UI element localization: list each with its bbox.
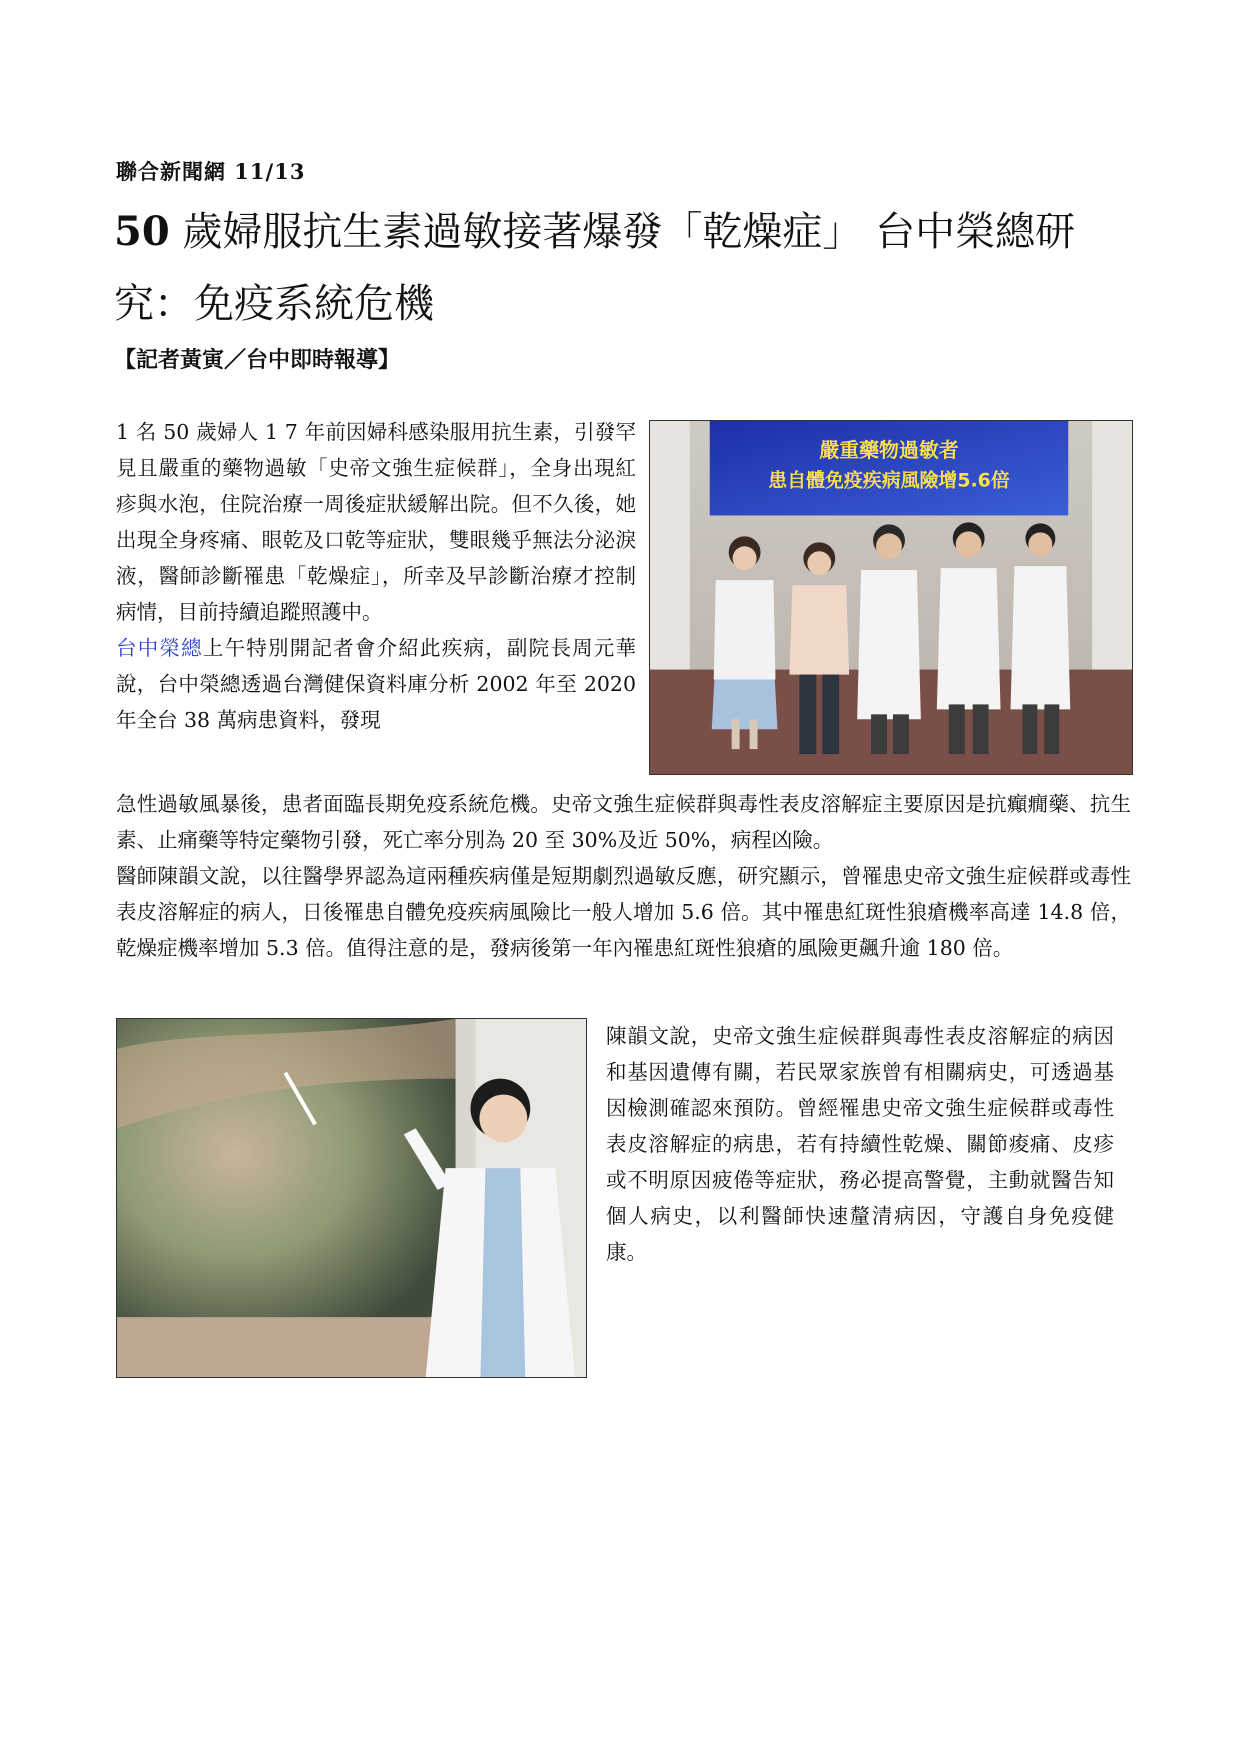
press-conference-image (650, 421, 1132, 774)
banner-line-1: 嚴重藥物過敏者 (819, 438, 959, 462)
doctor-presentation-photo (116, 1018, 587, 1378)
doctor-presentation-image (117, 1019, 586, 1377)
closing-column (606, 1018, 1114, 1270)
news-source-date: 聯合新聞網 11/13 (116, 159, 306, 184)
taichung-vgh-link[interactable]: 台中榮總 (116, 636, 203, 660)
paragraph-1: 1 名 50 歲婦人 1 7 年前因婦科感染服用抗生素，引發罕見且嚴重的藥物過敏「史帝文強生症候群」，全身出現紅疹與水泡，住院治療一周後症狀緩解出院。但不久後，她出現全身疼痛、眼乾及口乾等症狀，雙眼幾乎無法分泌淚液，醫師診斷罹患「乾燥症」，所幸及早診斷治療才控制病情，目前持續追蹤照護中。 (116, 420, 636, 624)
body-column-full (116, 786, 1131, 966)
byline: 【記者黃寅／台中即時報導】 (114, 347, 401, 373)
article-headline (114, 196, 1134, 340)
banner-line-2: 患自體免疫疾病風險增5.6倍 (768, 469, 1010, 492)
paragraph-3: 急性過敏風暴後，患者面臨長期免疫系統危機。史帝文強生症候群與毒性表皮溶解症主要原因是抗癲癇藥、抗生素、止痛藥等特定藥物引發，死亡率分別為 20 至 30%及近 50%，病程凶險。 (116, 792, 1131, 852)
intro-column (116, 414, 636, 738)
headline-number: 50 (114, 208, 170, 255)
paragraph-2-text: 上午特別開記者會介紹此疾病，副院長周元華說，台中榮總透過台灣健保資料庫分析 2002 年至 2020 年全台 38 萬病患資料，發現 (116, 636, 637, 732)
paragraph-4: 醫師陳韻文說，以往醫學界認為這兩種疾病僅是短期劇烈過敏反應，研究顯示，曾罹患史帝文強生症候群或毒性表皮溶解症的病人，日後罹患自體免疫疾病風險比一般人增加 5.6 倍。其中罹患紅斑性狼瘡機率高達 14.8 倍，乾燥症機率增加 5.3 倍。值得注意的是，發病後第一年內罹患紅斑性狼瘡的風險更飆升逾 180 倍。 (116, 864, 1131, 960)
paragraph-2 (116, 630, 636, 738)
press-conference-photo (649, 420, 1133, 775)
paragraph-5: 陳韻文說，史帝文強生症候群與毒性表皮溶解症的病因和基因遺傳有關，若民眾家族曾有相關病史，可透過基因檢測確認來預防。曾經罹患史帝文強生症候群或毒性表皮溶解症的病患，若有持續性乾燥、關節痠痛、皮疹或不明原因疲倦等症狀，務必提高警覺，主動就醫告知個人病史，以利醫師快速釐清病因，守護自身免疫健康。 (606, 1024, 1114, 1264)
headline-text: 歲婦服抗生素過敏接著爆發「乾燥症」 台中榮總研究：免疫系統危機 (114, 209, 1076, 327)
